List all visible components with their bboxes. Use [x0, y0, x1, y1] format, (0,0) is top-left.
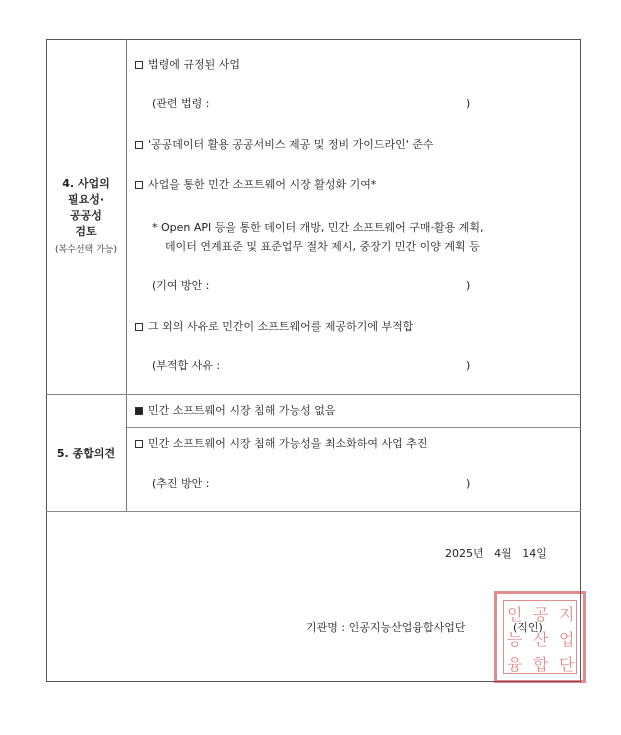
checkbox-empty[interactable]	[135, 61, 143, 69]
organization-name: 기관명 : 인공지능산업융합사업단	[306, 621, 466, 634]
section4-field-1-end: )	[466, 97, 471, 110]
section4-label-4: 검토	[75, 225, 97, 238]
section4-option-4	[135, 320, 413, 334]
seal-glyph: 능	[507, 630, 523, 649]
row-divider-section5-inner	[126, 427, 581, 428]
official-seal-icon	[494, 591, 586, 683]
seal-glyph: 융	[507, 655, 523, 674]
checkbox-empty[interactable]	[135, 440, 143, 448]
checkbox-empty[interactable]	[135, 141, 143, 149]
section5-label: 5. 종합의견	[56, 447, 116, 460]
column-divider	[126, 39, 127, 511]
section5-option-1	[135, 404, 336, 418]
section4-field-4-end: )	[466, 359, 471, 372]
checkbox-empty[interactable]	[135, 181, 143, 189]
section4-label-1: 4. 사업의	[62, 177, 110, 190]
section4-field-3-label: (기여 방안 :	[152, 279, 210, 292]
section4-label-2: 필요성·	[67, 193, 105, 206]
row-divider-section4	[46, 394, 581, 395]
section4-field-1-label: (관련 법령 :	[152, 97, 210, 110]
option-3-text: 사업을 통한 민간 소프트웨어 시장 활성화 기여*	[148, 178, 377, 191]
seal-glyph: 지	[559, 605, 575, 624]
section4-option-2	[135, 138, 434, 152]
seal-glyph: 산	[533, 630, 549, 649]
section5-option-1-text: 민간 소프트웨어 시장 침해 가능성 없음	[148, 404, 336, 417]
seal-glyph: 업	[559, 630, 575, 649]
seal-glyph: 인	[507, 605, 523, 624]
section4-option-3	[135, 178, 376, 192]
section4-option-3-note-1: * Open API 등을 통한 데이터 개방, 민간 소프트웨어 구매·활용 계획,	[152, 221, 484, 234]
seal-glyph: 단	[559, 655, 575, 674]
seal-glyph: 공	[533, 605, 549, 624]
option-1-text: 법령에 규정된 사업	[148, 58, 241, 71]
section5-option-2-text: 민간 소프트웨어 시장 침해 가능성을 최소화하여 사업 추진	[148, 437, 428, 450]
option-2-text: '공공데이터 활용 공공서비스 제공 및 정비 가이드라인' 준수	[148, 138, 434, 151]
section5-field-label: (추진 방안 :	[152, 477, 210, 490]
section4-option-1	[135, 58, 240, 72]
option-4-text: 그 외의 사유로 민간이 소프트웨어를 제공하기에 부적합	[148, 320, 414, 333]
section4-label-note: (복수선택 가능)	[54, 245, 118, 255]
section4-field-4-label: (부적합 사유 :	[152, 359, 221, 372]
seal-glyph: 합	[533, 655, 549, 674]
checkbox-checked[interactable]	[135, 407, 143, 415]
section4-label-3: 공공성	[70, 209, 102, 222]
section5-field-end: )	[466, 477, 471, 490]
signature-date: 2025년 4월 14일	[445, 547, 547, 560]
section5-option-2	[135, 437, 428, 451]
row-divider-section5	[46, 511, 581, 512]
section4-option-3-note-2: 데이터 연계표준 및 표준업무 절차 제시, 중장기 민간 이양 계획 등	[165, 240, 480, 253]
seal-label: (직인)	[513, 621, 543, 634]
checkbox-empty[interactable]	[135, 323, 143, 331]
section4-field-3-end: )	[466, 279, 471, 292]
